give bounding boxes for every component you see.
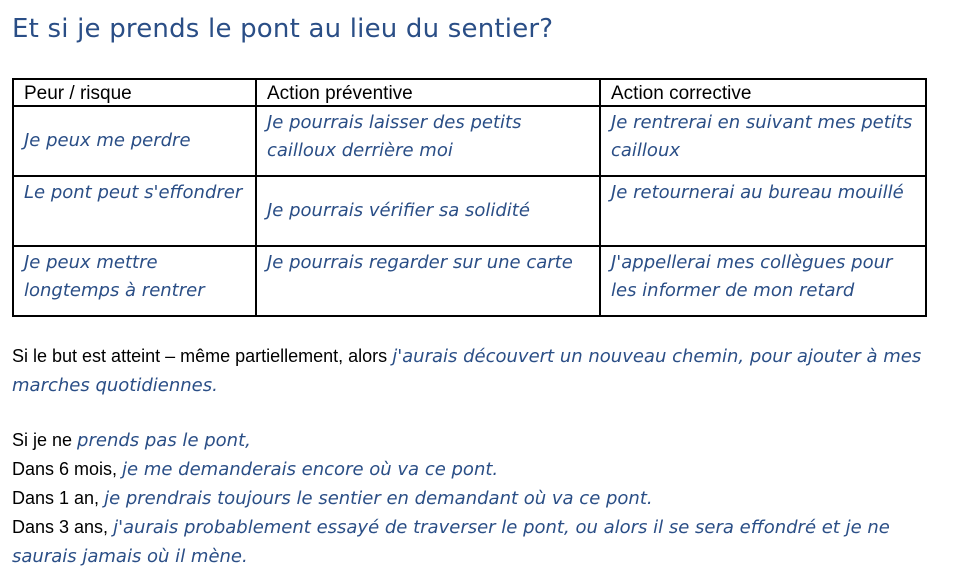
table-row <box>13 176 926 246</box>
table-row <box>13 106 926 176</box>
fear-setting-table <box>12 78 927 317</box>
table-cell: Je peux me perdre <box>13 106 256 176</box>
inaction-intro-prefix: Si je ne <box>12 430 78 450</box>
inaction-6-months <box>12 455 942 484</box>
inaction-1-year-prefix: Dans 1 an, <box>12 488 105 508</box>
inaction-3-years-text: j'aurais probablement essayé de traverser le pont, ou alors il se sera effondré et je ne saurais jamais où il mène. <box>12 517 890 567</box>
table-cell: J'appellerai mes collègues pour les informer de mon retard <box>600 246 926 316</box>
goal-prefix: Si le but est atteint – même partiellement, alors <box>12 346 393 366</box>
table-cell: Je retournerai au bureau mouillé <box>600 176 926 246</box>
inaction-6-months-prefix: Dans 6 mois, <box>12 459 123 479</box>
inaction-1-year-text: je prendrais toujours le sentier en demandant où va ce pont. <box>104 488 653 509</box>
column-header-corrective: Action corrective <box>600 79 926 106</box>
table-cell: Je pourrais regarder sur une carte <box>256 246 600 316</box>
inaction-1-year <box>12 484 942 513</box>
inaction-intro-text: prends pas le pont, <box>77 430 251 451</box>
goal-text: j'aurais découvert un nouveau chemin, pour ajouter à mes marches quotidiennes. <box>12 346 922 396</box>
inaction-3-years <box>12 513 942 571</box>
inaction-paragraph <box>12 426 942 571</box>
goal-paragraph <box>12 342 942 400</box>
inaction-6-months-text: je me demanderais encore où va ce pont. <box>122 459 499 480</box>
table-cell: Je pourrais vérifier sa solidité <box>256 176 600 246</box>
table-header-row <box>13 79 926 106</box>
table-cell: Le pont peut s'effondrer <box>13 176 256 246</box>
inaction-3-years-prefix: Dans 3 ans, <box>12 517 114 537</box>
column-header-fear: Peur / risque <box>13 79 256 106</box>
table-row <box>13 246 926 316</box>
table-cell: Je pourrais laisser des petits cailloux derrière moi <box>256 106 600 176</box>
inaction-intro <box>12 426 942 455</box>
page-title: Et si je prends le pont au lieu du sentier? <box>12 14 554 44</box>
table-cell: Je peux mettre longtemps à rentrer <box>13 246 256 316</box>
column-header-preventive: Action préventive <box>256 79 600 106</box>
table-cell: Je rentrerai en suivant mes petits cailloux <box>600 106 926 176</box>
